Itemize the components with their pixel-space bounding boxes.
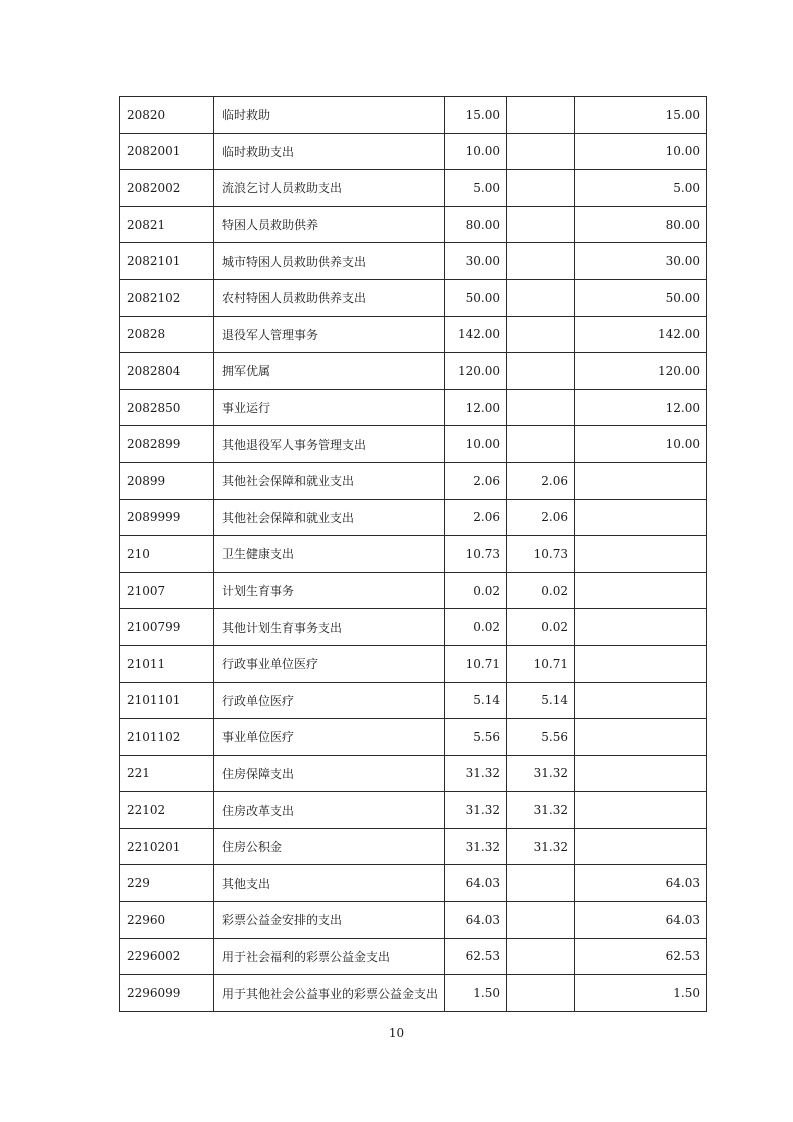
table-row (120, 792, 707, 829)
subject-code-cell: 2100799 (120, 609, 214, 646)
subject-code-cell: 2082101 (120, 243, 214, 280)
basic-expenditure-cell (507, 170, 575, 207)
total-amount-cell: 31.32 (445, 755, 507, 792)
table-row (120, 755, 707, 792)
project-expenditure-cell: 62.53 (575, 938, 707, 975)
project-expenditure-cell: 5.00 (575, 170, 707, 207)
subject-name-cell: 计划生育事务 (214, 572, 445, 609)
table-body (120, 97, 707, 1012)
project-expenditure-cell: 50.00 (575, 279, 707, 316)
subject-code-cell: 2210201 (120, 828, 214, 865)
basic-expenditure-cell: 10.71 (507, 645, 575, 682)
subject-name-cell: 流浪乞讨人员救助支出 (214, 170, 445, 207)
basic-expenditure-cell: 0.02 (507, 572, 575, 609)
subject-name-cell: 事业运行 (214, 389, 445, 426)
table-row (120, 719, 707, 756)
basic-expenditure-cell (507, 389, 575, 426)
project-expenditure-cell (575, 645, 707, 682)
project-expenditure-cell (575, 719, 707, 756)
project-expenditure-cell: 10.00 (575, 426, 707, 463)
project-expenditure-cell (575, 536, 707, 573)
table-row (120, 426, 707, 463)
budget-expenditure-table (119, 96, 707, 1012)
project-expenditure-cell (575, 682, 707, 719)
basic-expenditure-cell: 2.06 (507, 462, 575, 499)
subject-name-cell: 行政事业单位医疗 (214, 645, 445, 682)
project-expenditure-cell (575, 755, 707, 792)
subject-name-cell: 城市特困人员救助供养支出 (214, 243, 445, 280)
subject-code-cell: 20820 (120, 97, 214, 134)
total-amount-cell: 2.06 (445, 462, 507, 499)
total-amount-cell: 5.56 (445, 719, 507, 756)
basic-expenditure-cell (507, 938, 575, 975)
basic-expenditure-cell (507, 975, 575, 1012)
table-row (120, 902, 707, 939)
subject-name-cell: 临时救助 (214, 97, 445, 134)
table-row (120, 682, 707, 719)
total-amount-cell: 5.00 (445, 170, 507, 207)
project-expenditure-cell: 80.00 (575, 206, 707, 243)
project-expenditure-cell: 64.03 (575, 902, 707, 939)
total-amount-cell: 10.73 (445, 536, 507, 573)
table-row (120, 975, 707, 1012)
basic-expenditure-cell (507, 243, 575, 280)
total-amount-cell: 30.00 (445, 243, 507, 280)
subject-name-cell: 住房公积金 (214, 828, 445, 865)
basic-expenditure-cell (507, 279, 575, 316)
project-expenditure-cell (575, 828, 707, 865)
subject-name-cell: 彩票公益金安排的支出 (214, 902, 445, 939)
subject-name-cell: 行政单位医疗 (214, 682, 445, 719)
project-expenditure-cell: 15.00 (575, 97, 707, 134)
project-expenditure-cell: 64.03 (575, 865, 707, 902)
subject-code-cell: 22102 (120, 792, 214, 829)
basic-expenditure-cell (507, 426, 575, 463)
subject-code-cell: 20899 (120, 462, 214, 499)
table-row (120, 389, 707, 426)
table-row (120, 133, 707, 170)
table-row (120, 170, 707, 207)
project-expenditure-cell: 10.00 (575, 133, 707, 170)
subject-code-cell: 20828 (120, 316, 214, 353)
subject-code-cell: 210 (120, 536, 214, 573)
subject-name-cell: 用于其他社会公益事业的彩票公益金支出 (214, 975, 445, 1012)
basic-expenditure-cell (507, 353, 575, 390)
total-amount-cell: 15.00 (445, 97, 507, 134)
total-amount-cell: 5.14 (445, 682, 507, 719)
project-expenditure-cell: 1.50 (575, 975, 707, 1012)
total-amount-cell: 80.00 (445, 206, 507, 243)
table-row (120, 609, 707, 646)
total-amount-cell: 10.00 (445, 426, 507, 463)
subject-code-cell: 2089999 (120, 499, 214, 536)
subject-name-cell: 农村特困人员救助供养支出 (214, 279, 445, 316)
project-expenditure-cell: 30.00 (575, 243, 707, 280)
subject-code-cell: 229 (120, 865, 214, 902)
subject-code-cell: 21007 (120, 572, 214, 609)
total-amount-cell: 10.00 (445, 133, 507, 170)
subject-code-cell: 21011 (120, 645, 214, 682)
page-number: 10 (388, 1026, 405, 1040)
table-row (120, 97, 707, 134)
total-amount-cell: 31.32 (445, 792, 507, 829)
project-expenditure-cell: 12.00 (575, 389, 707, 426)
subject-name-cell: 用于社会福利的彩票公益金支出 (214, 938, 445, 975)
total-amount-cell: 0.02 (445, 609, 507, 646)
total-amount-cell: 2.06 (445, 499, 507, 536)
total-amount-cell: 31.32 (445, 828, 507, 865)
subject-name-cell: 卫生健康支出 (214, 536, 445, 573)
subject-name-cell: 其他社会保障和就业支出 (214, 462, 445, 499)
subject-code-cell: 2082102 (120, 279, 214, 316)
subject-name-cell: 特困人员救助供养 (214, 206, 445, 243)
basic-expenditure-cell (507, 206, 575, 243)
basic-expenditure-cell (507, 865, 575, 902)
subject-code-cell: 2296099 (120, 975, 214, 1012)
total-amount-cell: 50.00 (445, 279, 507, 316)
basic-expenditure-cell: 10.73 (507, 536, 575, 573)
total-amount-cell: 62.53 (445, 938, 507, 975)
subject-name-cell: 拥军优属 (214, 353, 445, 390)
basic-expenditure-cell (507, 97, 575, 134)
table-row (120, 462, 707, 499)
basic-expenditure-cell (507, 133, 575, 170)
basic-expenditure-cell: 31.32 (507, 828, 575, 865)
project-expenditure-cell (575, 499, 707, 536)
subject-code-cell: 2101101 (120, 682, 214, 719)
table-row (120, 279, 707, 316)
subject-code-cell: 20821 (120, 206, 214, 243)
table-row (120, 206, 707, 243)
basic-expenditure-cell: 31.32 (507, 755, 575, 792)
subject-code-cell: 221 (120, 755, 214, 792)
table-row (120, 828, 707, 865)
subject-code-cell: 2082001 (120, 133, 214, 170)
basic-expenditure-cell: 0.02 (507, 609, 575, 646)
subject-code-cell: 2082850 (120, 389, 214, 426)
subject-code-cell: 2082804 (120, 353, 214, 390)
project-expenditure-cell (575, 609, 707, 646)
total-amount-cell: 64.03 (445, 902, 507, 939)
table-row (120, 536, 707, 573)
subject-code-cell: 2101102 (120, 719, 214, 756)
subject-code-cell: 22960 (120, 902, 214, 939)
project-expenditure-cell (575, 462, 707, 499)
basic-expenditure-cell: 5.56 (507, 719, 575, 756)
table-row (120, 865, 707, 902)
subject-name-cell: 其他支出 (214, 865, 445, 902)
total-amount-cell: 120.00 (445, 353, 507, 390)
basic-expenditure-cell: 5.14 (507, 682, 575, 719)
subject-name-cell: 临时救助支出 (214, 133, 445, 170)
basic-expenditure-cell (507, 902, 575, 939)
total-amount-cell: 12.00 (445, 389, 507, 426)
project-expenditure-cell: 142.00 (575, 316, 707, 353)
project-expenditure-cell (575, 572, 707, 609)
table-row (120, 572, 707, 609)
total-amount-cell: 1.50 (445, 975, 507, 1012)
table-row (120, 316, 707, 353)
total-amount-cell: 64.03 (445, 865, 507, 902)
table-row (120, 645, 707, 682)
subject-name-cell: 事业单位医疗 (214, 719, 445, 756)
subject-name-cell: 其他社会保障和就业支出 (214, 499, 445, 536)
table-row (120, 353, 707, 390)
total-amount-cell: 0.02 (445, 572, 507, 609)
subject-name-cell: 住房改革支出 (214, 792, 445, 829)
subject-code-cell: 2296002 (120, 938, 214, 975)
subject-name-cell: 住房保障支出 (214, 755, 445, 792)
table-row (120, 499, 707, 536)
subject-code-cell: 2082899 (120, 426, 214, 463)
total-amount-cell: 142.00 (445, 316, 507, 353)
subject-code-cell: 2082002 (120, 170, 214, 207)
basic-expenditure-cell: 31.32 (507, 792, 575, 829)
subject-name-cell: 其他退役军人事务管理支出 (214, 426, 445, 463)
project-expenditure-cell: 120.00 (575, 353, 707, 390)
basic-expenditure-cell: 2.06 (507, 499, 575, 536)
table-row (120, 243, 707, 280)
table-row (120, 938, 707, 975)
basic-expenditure-cell (507, 316, 575, 353)
total-amount-cell: 10.71 (445, 645, 507, 682)
subject-name-cell: 退役军人管理事务 (214, 316, 445, 353)
subject-name-cell: 其他计划生育事务支出 (214, 609, 445, 646)
project-expenditure-cell (575, 792, 707, 829)
